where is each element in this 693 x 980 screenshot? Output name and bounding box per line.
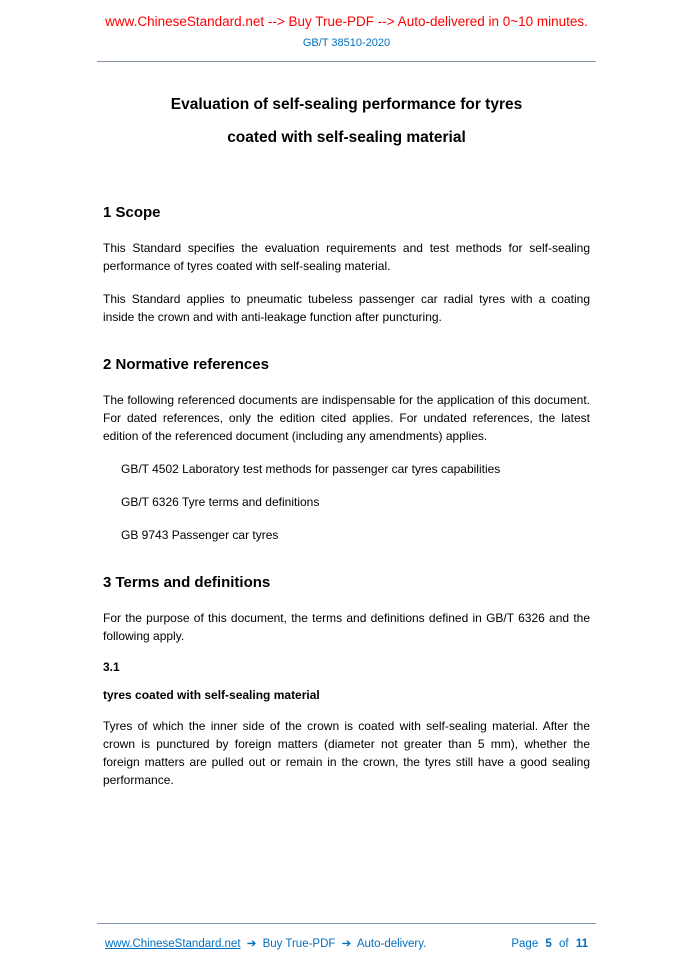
scope-paragraph-1: This Standard specifies the evaluation requirements and test methods for self-sealing performance of tyres coated with self-sealing material.: [103, 241, 590, 273]
term-number: 3.1: [103, 660, 120, 674]
total-pages: 11: [575, 938, 588, 950]
reference-item: GB 9743 Passenger car tyres: [121, 528, 279, 542]
terms-intro-paragraph: For the purpose of this document, the terms and definitions defined in GB/T 6326 and the following apply.: [103, 611, 590, 643]
section-heading-terms: 3 Terms and definitions: [103, 574, 271, 591]
header-divider: [97, 61, 596, 62]
footer-delivery-label: Auto-delivery.: [356, 938, 427, 950]
footer-buy-label: Buy True-PDF: [262, 938, 336, 950]
document-title: [0, 88, 693, 154]
footer-links: [105, 936, 426, 950]
section-heading-normative-references: 2 Normative references: [103, 356, 269, 373]
page-of-label: of: [559, 938, 569, 950]
page-label: Page: [511, 938, 539, 950]
reference-item: GB/T 6326 Tyre terms and definitions: [121, 495, 320, 509]
term-definition: Tyres of which the inner side of the crown is coated with self-sealing material. After the crown is punctured by foreign matters (diameter not greater than 5 mm), whether the foreign matters are pulled out or remain in the crown, the tyres still have a good sealing performance.: [103, 719, 590, 787]
top-banner: www.ChineseStandard.net --> Buy True-PDF --> Auto-delivered in 0~10 minutes.: [105, 14, 588, 29]
standard-code: GB/T 38510-2020: [302, 37, 391, 49]
footer-divider: [97, 923, 596, 924]
footer-site-link[interactable]: www.ChineseStandard.net: [105, 938, 241, 950]
scope-paragraph-2: This Standard applies to pneumatic tubeless passenger car radial tyres with a coating inside the crown and with anti-leakage function after puncturing.: [103, 292, 590, 324]
reference-item: GB/T 4502 Laboratory test methods for passenger car tyres capabilities: [121, 462, 501, 476]
normative-references-paragraph: The following referenced documents are indispensable for the application of this document. For dated references, only the edition cited applies. For undated references, the latest edition of the referenced document (including any amendments) applies.: [103, 393, 590, 443]
section-heading-scope: 1 Scope: [103, 204, 161, 221]
document-body: [0, 204, 693, 789]
arrow-icon: ➔: [341, 938, 352, 950]
document-title-line1: Evaluation of self-sealing performance for tyres: [170, 96, 523, 113]
page-footer: [0, 923, 693, 950]
page-number: 5: [545, 938, 552, 950]
page-indicator: [509, 938, 590, 950]
term-name: tyres coated with self-sealing material: [103, 688, 320, 702]
document-title-line2: coated with self-sealing material: [227, 129, 466, 146]
arrow-icon: ➔: [246, 938, 257, 950]
